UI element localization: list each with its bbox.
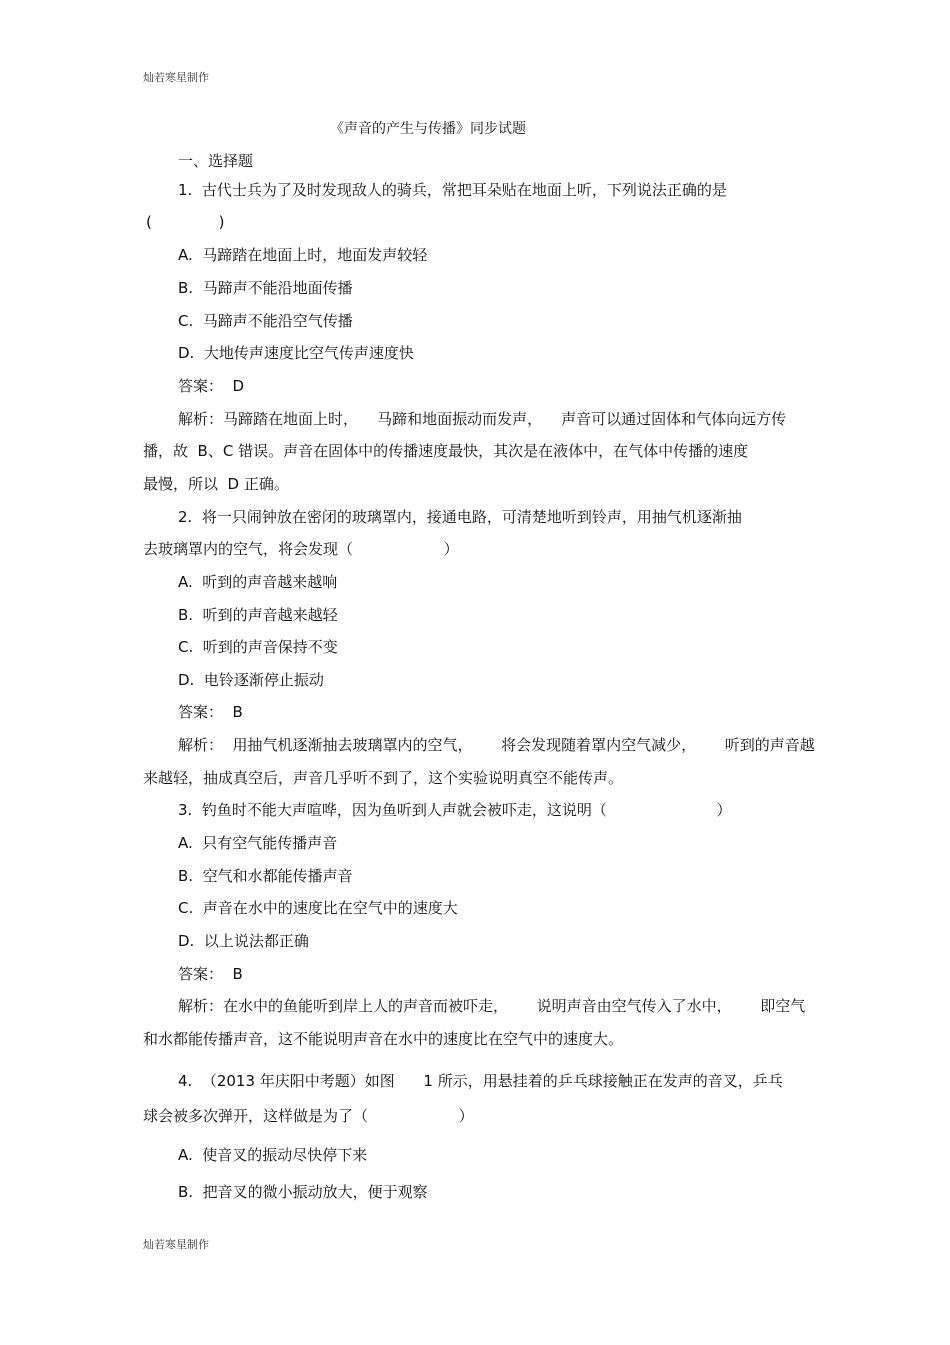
q1-option-b: B. 马蹄声不能沿地面传播 [178,279,353,297]
q3-option-c: C. 声音在水中的速度比在空气中的速度大 [178,899,458,917]
q1-analysis-line1: 解析：马蹄踏在地面上时， 马蹄和地面振动而发声， 声音可以通过固体和气体向远方传 [178,410,787,428]
q4-option-a: A. 使音叉的振动尽快停下来 [178,1146,368,1164]
q3-analysis-line1: 解析：在水中的鱼能听到岸上人的声音而被吓走， 说明声音由空气传入了水中， 即空气 [178,997,806,1015]
q2-option-d: D. 电铃逐渐停止振动 [178,671,324,689]
q1-option-a: A. 马蹄踏在地面上时，地面发声较轻 [178,246,428,264]
q3-answer: 答案： B [178,965,243,983]
q1-analysis-line3: 最慢，所以 D 正确。 [143,475,289,493]
q4-stem-line2: 球会被多次弹开，这样做是为了（ ） [143,1107,474,1125]
q2-stem-line2: 去玻璃罩内的空气，将会发现（ ） [143,540,459,558]
q2-option-c: C. 听到的声音保持不变 [178,638,338,656]
q2-stem-line1: 2. 将一只闹钟放在密闭的玻璃罩内，接通电路，可清楚地听到铃声，用抽气机逐渐抽 [178,508,742,526]
q1-option-d: D. 大地传声速度比空气传声速度快 [178,344,414,362]
q4-option-b: B. 把音叉的微小振动放大，便于观察 [178,1183,428,1201]
q3-stem-line1: 3. 钓鱼时不能大声喧哗，因为鱼听到人声就会被吓走，这说明（ ） [178,801,732,819]
q2-option-a: A. 听到的声音越来越响 [178,573,338,591]
q4-stem-line1: 4. （2013 年庆阳中考题）如图 1 所示，用悬挂着的乒乓球接触正在发声的音叉，乒乓 [178,1072,783,1090]
q1-analysis-line2: 播，故 B、C 错误。声音在固体中的传播速度最快，其次是在液体中，在气体中传播的速度 [143,442,749,460]
q1-option-c: C. 马蹄声不能沿空气传播 [178,312,353,330]
q3-option-a: A. 只有空气能传播声音 [178,834,338,852]
page-header-author: 灿若寒星制作 [143,71,209,84]
q1-stem-line1: 1. 古代士兵为了及时发现敌人的骑兵，常把耳朵贴在地面上听，下列说法正确的是 [178,181,727,199]
q2-option-b: B. 听到的声音越来越轻 [178,606,338,624]
section-heading: 一、选择题 [178,152,254,170]
q2-analysis-line1: 解析： 用抽气机逐渐抽去玻璃罩内的空气， 将会发现随着罩内空气减少， 听到的声音越 [178,736,815,754]
q3-option-d: D. 以上说法都正确 [178,932,309,950]
q1-answer: 答案： D [178,377,245,395]
page-footer-author: 灿若寒星制作 [143,1238,209,1251]
page-title: 《声音的产生与传播》同步试题 [330,121,526,137]
q2-analysis-line2: 来越轻，抽成真空后，声音几乎听不到了，这个实验说明真空不能传声。 [143,769,624,787]
q2-answer: 答案： B [178,703,243,721]
q3-option-b: B. 空气和水都能传播声音 [178,867,353,885]
q3-analysis-line2: 和水都能传播声音，这不能说明声音在水中的速度比在空气中的速度大。 [143,1030,624,1048]
q1-stem-line2: ( ) [146,213,225,231]
